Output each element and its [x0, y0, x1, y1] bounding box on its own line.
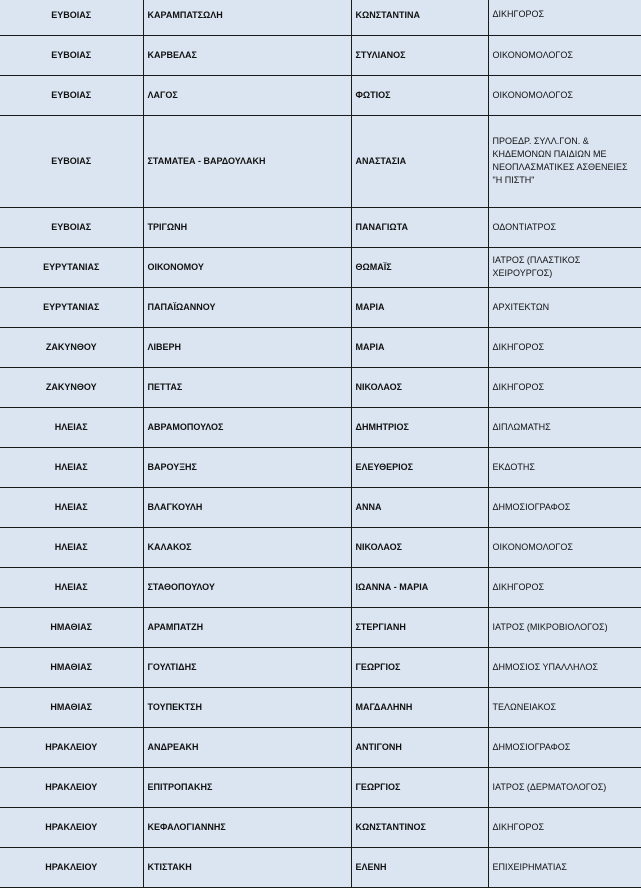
region-cell: ΖΑΚΥΝΘΟΥ [0, 367, 143, 407]
surname-cell: ΚΑΡΑΜΠΑΤΣΩΛΗ [143, 0, 351, 35]
firstname-cell: ΑΝΤΙΓΟΝΗ [351, 727, 488, 767]
surname-cell: ΣΤΑΘΟΠΟΥΛΟΥ [143, 567, 351, 607]
surname-cell: ΛΙΒΕΡΗ [143, 327, 351, 367]
table-row [0, 647, 641, 687]
firstname-cell: ΘΩΜΑΪΣ [351, 247, 488, 287]
firstname-cell: ΓΕΩΡΓΙΟΣ [351, 767, 488, 807]
table-row [0, 247, 641, 287]
surname-cell: ΚΕΦΑΛΟΓΙΑΝΝΗΣ [143, 807, 351, 847]
surname-cell: ΓΟΥΛΤΙΔΗΣ [143, 647, 351, 687]
firstname-cell: ΜΑΓΔΑΛΗΝΗ [351, 687, 488, 727]
firstname-cell: ΕΛΕΥΘΕΡΙΟΣ [351, 447, 488, 487]
table-row [0, 847, 641, 887]
profession-cell: ΟΙΚΟΝΟΜΟΛΟΓΟΣ [488, 35, 641, 75]
table-row [0, 115, 641, 207]
region-cell: ΕΥΡΥΤΑΝΙΑΣ [0, 247, 143, 287]
surname-cell: ΤΡΙΓΩΝΗ [143, 207, 351, 247]
region-cell: ΗΜΑΘΙΑΣ [0, 647, 143, 687]
firstname-cell: ΓΕΩΡΓΙΟΣ [351, 647, 488, 687]
region-cell: ΗΜΑΘΙΑΣ [0, 607, 143, 647]
surname-cell: ΠΕΤΤΑΣ [143, 367, 351, 407]
table-row [0, 767, 641, 807]
surname-cell: ΟΙΚΟΝΟΜΟΥ [143, 247, 351, 287]
region-cell: ΕΥΒΟΙΑΣ [0, 207, 143, 247]
region-cell: ΕΥΒΟΙΑΣ [0, 0, 143, 35]
surname-cell: ΠΑΠΑΪΩΑΝΝΟΥ [143, 287, 351, 327]
profession-cell: ΟΙΚΟΝΟΜΟΛΟΓΟΣ [488, 75, 641, 115]
profession-cell: ΔΙΠΛΩΜΑΤΗΣ [488, 407, 641, 447]
profession-cell: ΟΔΟΝΤΙΑΤΡΟΣ [488, 207, 641, 247]
table-row [0, 287, 641, 327]
firstname-cell: ΝΙΚΟΛΑΟΣ [351, 527, 488, 567]
surname-cell: ΤΟΥΠΕΚΤΣΗ [143, 687, 351, 727]
table-row [0, 727, 641, 767]
profession-cell: ΙΑΤΡΟΣ (ΔΕΡΜΑΤΟΛΟΓΟΣ) [488, 767, 641, 807]
surname-cell: ΛΑΓΟΣ [143, 75, 351, 115]
firstname-cell: ΙΩΑΝΝΑ - ΜΑΡΙΑ [351, 567, 488, 607]
table-row [0, 607, 641, 647]
region-cell: ΗΛΕΙΑΣ [0, 447, 143, 487]
firstname-cell: ΠΑΝΑΓΙΩΤΑ [351, 207, 488, 247]
surname-cell: ΚΑΛΑΚΟΣ [143, 527, 351, 567]
region-cell: ΗΡΑΚΛΕΙΟΥ [0, 727, 143, 767]
firstname-cell: ΔΗΜΗΤΡΙΟΣ [351, 407, 488, 447]
table-row [0, 75, 641, 115]
firstname-cell: ΑΝΝΑ [351, 487, 488, 527]
profession-cell: ΟΙΚΟΝΟΜΟΛΟΓΟΣ [488, 527, 641, 567]
firstname-cell: ΚΩΝΣΤΑΝΤΙΝΑ [351, 0, 488, 35]
region-cell: ΗΛΕΙΑΣ [0, 487, 143, 527]
firstname-cell: ΜΑΡΙΑ [351, 287, 488, 327]
profession-cell: ΠΡΟΕΔΡ. ΣΥΛΛ.ΓΟΝ. & ΚΗΔΕΜΟΝΩΝ ΠΑΙΔΙΩΝ ΜΕ ΝΕΟΠΛΑΣΜΑΤΙΚΕΣ ΑΣΘΕΝΕΙΕΣ "Η ΠΙΣΤΗ" [488, 115, 641, 207]
surname-cell: ΑΝΔΡΕΑΚΗ [143, 727, 351, 767]
table-row [0, 487, 641, 527]
surname-cell: ΑΡΑΜΠΑΤΖΗ [143, 607, 351, 647]
region-cell: ΕΥΒΟΙΑΣ [0, 35, 143, 75]
table-row [0, 447, 641, 487]
table-row [0, 527, 641, 567]
surname-cell: ΕΠΙΤΡΟΠΑΚΗΣ [143, 767, 351, 807]
profession-cell: ΕΠΙΧΕΙΡΗΜΑΤΙΑΣ [488, 847, 641, 887]
profession-cell: ΤΕΛΩΝΕΙΑΚΟΣ [488, 687, 641, 727]
firstname-cell: ΣΤΥΛΙΑΝΟΣ [351, 35, 488, 75]
profession-cell: ΔΙΚΗΓΟΡΟΣ [488, 327, 641, 367]
profession-cell: ΔΗΜΟΣΙΟΓΡΑΦΟΣ [488, 487, 641, 527]
firstname-cell: ΜΑΡΙΑ [351, 327, 488, 367]
region-cell: ΗΡΑΚΛΕΙΟΥ [0, 807, 143, 847]
profession-cell: ΔΙΚΗΓΟΡΟΣ [488, 567, 641, 607]
table-row [0, 207, 641, 247]
table-row [0, 407, 641, 447]
profession-cell: ΔΗΜΟΣΙΟΣ ΥΠΑΛΛΗΛΟΣ [488, 647, 641, 687]
firstname-cell: ΕΛΕΝΗ [351, 847, 488, 887]
region-cell: ΕΥΒΟΙΑΣ [0, 75, 143, 115]
surname-cell: ΒΑΡΟΥΞΗΣ [143, 447, 351, 487]
table-row [0, 687, 641, 727]
firstname-cell: ΦΩΤΙΟΣ [351, 75, 488, 115]
table-row [0, 807, 641, 847]
surname-cell: ΑΒΡΑΜΟΠΟΥΛΟΣ [143, 407, 351, 447]
region-cell: ΕΥΒΟΙΑΣ [0, 115, 143, 207]
region-cell: ΗΡΑΚΛΕΙΟΥ [0, 767, 143, 807]
surname-cell: ΒΛΑΓΚΟΥΛΗ [143, 487, 351, 527]
region-cell: ΗΛΕΙΑΣ [0, 407, 143, 447]
surname-cell: ΣΤΑΜΑΤΕΑ - ΒΑΡΔΟΥΛΑΚΗ [143, 115, 351, 207]
profession-cell: ΔΙΚΗΓΟΡΟΣ [488, 0, 641, 35]
profession-cell: ΔΗΜΟΣΙΟΓΡΑΦΟΣ [488, 727, 641, 767]
profession-cell: ΔΙΚΗΓΟΡΟΣ [488, 367, 641, 407]
firstname-cell: ΑΝΑΣΤΑΣΙΑ [351, 115, 488, 207]
region-cell: ΖΑΚΥΝΘΟΥ [0, 327, 143, 367]
region-cell: ΗΜΑΘΙΑΣ [0, 687, 143, 727]
surname-cell: ΚΤΙΣΤΑΚΗ [143, 847, 351, 887]
profession-cell: ΙΑΤΡΟΣ (ΜΙΚΡΟΒΙΟΛΟΓΟΣ) [488, 607, 641, 647]
surname-cell: ΚΑΡΒΕΛΑΣ [143, 35, 351, 75]
profession-cell: ΑΡΧΙΤΕΚΤΩΝ [488, 287, 641, 327]
region-cell: ΕΥΡΥΤΑΝΙΑΣ [0, 287, 143, 327]
profession-cell: ΕΚΔΟΤΗΣ [488, 447, 641, 487]
table-row [0, 567, 641, 607]
table-row [0, 35, 641, 75]
profession-cell: ΔΙΚΗΓΟΡΟΣ [488, 807, 641, 847]
region-cell: ΗΛΕΙΑΣ [0, 567, 143, 607]
table-row [0, 367, 641, 407]
table-row [0, 327, 641, 367]
firstname-cell: ΣΤΕΡΓΙΑΝΗ [351, 607, 488, 647]
firstname-cell: ΝΙΚΟΛΑΟΣ [351, 367, 488, 407]
region-cell: ΗΡΑΚΛΕΙΟΥ [0, 847, 143, 887]
region-cell: ΗΛΕΙΑΣ [0, 527, 143, 567]
table-row [0, 0, 641, 35]
profession-cell: ΙΑΤΡΟΣ (ΠΛΑΣΤΙΚΟΣ ΧΕΙΡΟΥΡΓΟΣ) [488, 247, 641, 287]
firstname-cell: ΚΩΝΣΤΑΝΤΙΝΟΣ [351, 807, 488, 847]
